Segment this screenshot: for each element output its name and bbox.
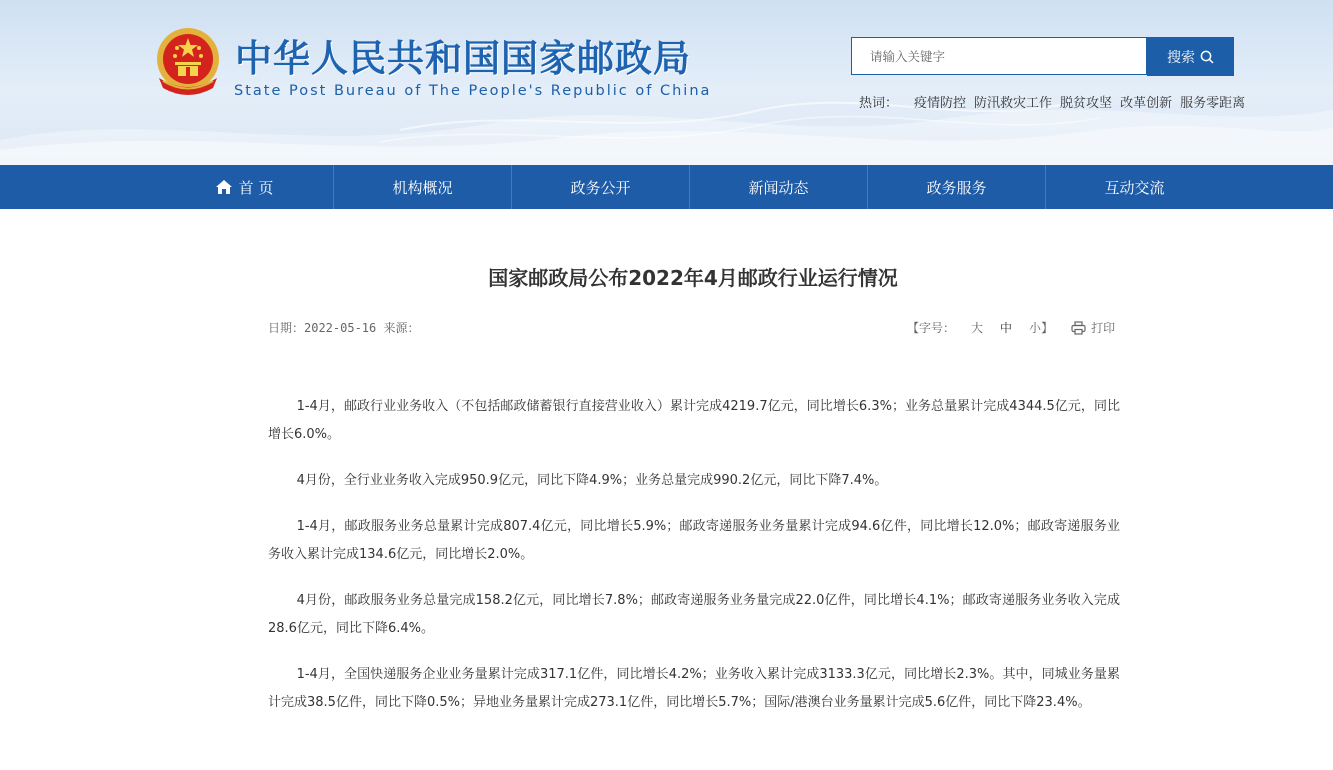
hot-keyword[interactable]: 服务零距离 <box>1180 96 1246 111</box>
site-header <box>0 0 1333 165</box>
search-icon <box>1200 50 1214 64</box>
font-size-large-button[interactable]: 大 <box>971 321 984 335</box>
nav-item-news[interactable] <box>689 165 867 209</box>
article-title: 国家邮政局公布2022年4月邮政行业运行情况 <box>488 266 898 290</box>
hot-keywords-label: 热词： <box>859 96 899 111</box>
font-size-medium-button[interactable]: 中 <box>1000 321 1013 335</box>
article-body <box>268 393 1120 735</box>
font-size-small-button[interactable]: 小 <box>1029 321 1042 335</box>
article-meta: 日期：2022-05-16 来源： <box>268 321 420 335</box>
nav-item-label: 首 页 <box>238 178 274 197</box>
print-label: 打印 <box>1091 321 1116 335</box>
nav-item-label: 机构概况 <box>392 178 453 197</box>
nav-item-label: 新闻动态 <box>748 178 809 197</box>
hot-keywords <box>859 92 1253 111</box>
nav-item-gov-affairs[interactable] <box>511 165 689 209</box>
font-size-open: 【字号： <box>907 321 956 335</box>
nav-item-label: 政务公开 <box>570 178 631 197</box>
article-paragraph: 1-4月，全国快递服务企业业务量累计完成317.1亿件，同比增长4.2%；业务收入累计完成3133.3亿元，同比增长2.3%。其中，同城业务量累计完成38.5亿件，同比下降0.5%；异地业务量累计完成273.1亿件，同比增长5.7%；国际/港澳台业务量累计完成5.6亿件，同比下降23.4%。 <box>268 667 1120 710</box>
main-nav <box>0 165 1333 209</box>
nav-item-interaction[interactable] <box>1045 165 1223 209</box>
printer-icon <box>1071 321 1086 335</box>
hot-keyword[interactable]: 脱贫攻坚 <box>1060 96 1113 111</box>
hot-keyword[interactable]: 改革创新 <box>1120 96 1173 111</box>
national-emblem-icon <box>153 26 223 102</box>
site-title: 中华人民共和国国家邮政局 <box>235 37 691 80</box>
article-paragraph: 4月份，邮政服务业务总量完成158.2亿元，同比增长7.8%；邮政寄递服务业务量完成22.0亿件，同比增长4.1%；邮政寄递服务业务收入完成28.6亿元，同比下降6.4%。 <box>268 593 1120 636</box>
nav-item-services[interactable] <box>867 165 1045 209</box>
search-button-label: 搜索 <box>1167 49 1195 66</box>
hot-keyword[interactable]: 防汛救灾工作 <box>974 96 1053 111</box>
article-paragraph: 1-4月，邮政行业业务收入（不包括邮政储蓄银行直接营业收入）累计完成4219.7亿元，同比增长6.3%；业务总量累计完成4344.5亿元，同比增长6.0%。 <box>268 399 1120 442</box>
article-paragraph: 4月份，全行业业务收入完成950.9亿元，同比下降4.9%；业务总量完成990.2亿元，同比下降7.4%。 <box>296 473 888 488</box>
nav-item-label: 互动交流 <box>1104 178 1165 197</box>
print-button[interactable] <box>1071 319 1115 336</box>
home-icon <box>215 179 233 195</box>
nav-item-label: 政务服务 <box>926 178 987 197</box>
nav-item-about[interactable] <box>333 165 511 209</box>
font-size-close: 】 <box>1041 321 1054 335</box>
nav-item-home[interactable] <box>155 165 333 209</box>
article-paragraph: 1-4月，邮政服务业务总量累计完成807.4亿元，同比增长5.9%；邮政寄递服务业务量累计完成94.6亿件，同比增长12.0%；邮政寄递服务业务收入累计完成134.6亿元，同比增长2.0%。 <box>268 519 1120 562</box>
article-tools <box>907 319 1115 336</box>
search-button[interactable] <box>1147 37 1234 76</box>
hot-keyword[interactable]: 疫情防控 <box>914 96 967 111</box>
site-subtitle: State Post Bureau of The People's Republic of China <box>234 83 712 99</box>
search-input[interactable] <box>851 37 1147 75</box>
